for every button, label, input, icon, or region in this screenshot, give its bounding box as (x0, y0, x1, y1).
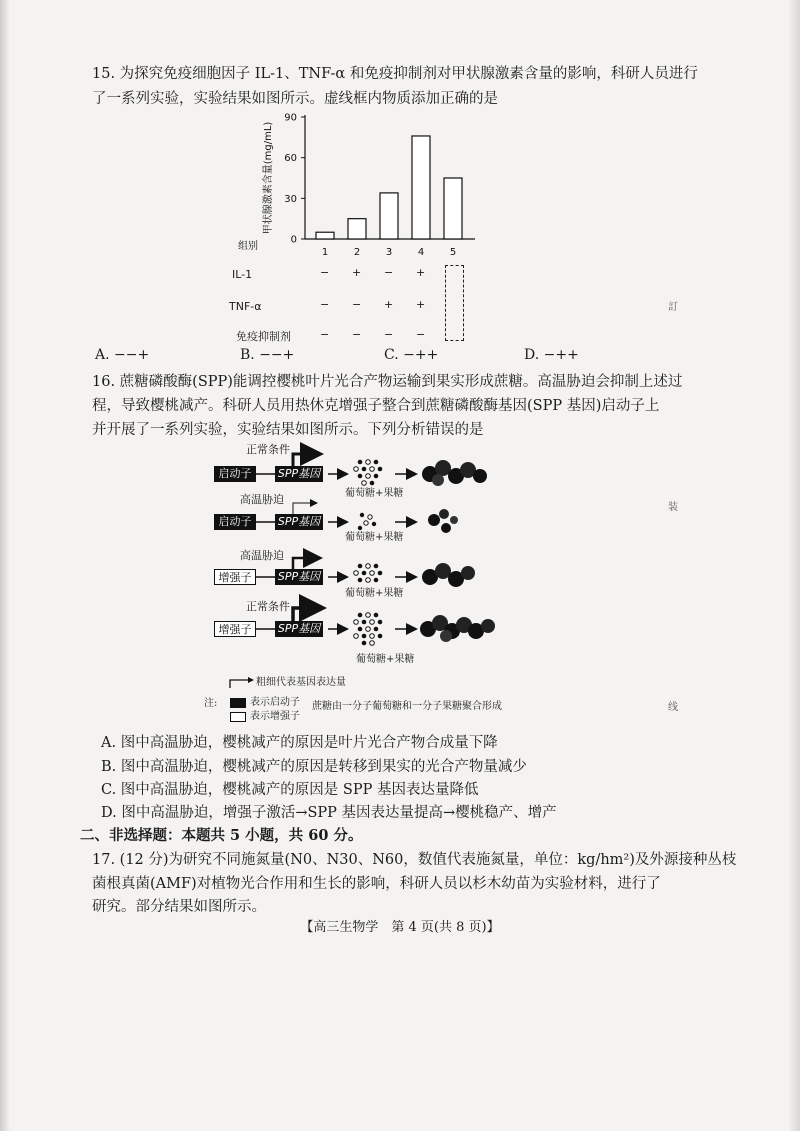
condition-label: 高温胁迫 (240, 493, 284, 506)
mark: + (352, 266, 362, 279)
sugar-dots (354, 460, 383, 486)
q16-stem-line1: 16. 蔗糖磷酸酶(SPP)能调控樱桃叶片光合产物运输到果实形成蔗糖。高温胁迫会抑制上述过 (92, 374, 683, 390)
q15-bar-chart (245, 108, 485, 258)
bar-group-2 (348, 219, 366, 239)
legend-enhancer-swatch (230, 712, 246, 722)
sucrose-chain-small (428, 509, 458, 533)
spp-gene-box: SPP基因 (275, 466, 323, 482)
bar-group-3 (380, 193, 398, 239)
y-tick-label: 0 (290, 234, 297, 246)
x-tick-label: 3 (385, 247, 393, 258)
legend-promoter-text: 表示启动子 (250, 697, 300, 708)
mark: − (352, 328, 362, 341)
q16-option-a: A. 图中高温胁迫，樱桃减产的原因是叶片光合产物合成量下降 (101, 735, 498, 751)
mark: − (352, 298, 362, 311)
mark: + (416, 266, 426, 279)
sugar-dots (358, 513, 376, 530)
section-heading: 二、非选择题：本题共 5 小题，共 60 分。 (80, 827, 363, 844)
y-tick-label: 90 (284, 112, 297, 124)
q16-option-b: B. 图中高温胁迫，樱桃减产的原因是转移到果实的光合产物量减少 (101, 759, 527, 775)
binding-margin-mark: 訂 (668, 302, 678, 313)
sugar-label: 葡萄糖+果糖 (345, 488, 404, 499)
q16-pathway-diagram (200, 440, 500, 680)
legend-arrow-text: 粗细代表基因表达量 (256, 677, 346, 688)
x-tick-label: 4 (417, 247, 425, 258)
mark: − (320, 266, 330, 279)
q17-stem-line1: 17. (12 分)为研究不同施氮量(N0、N30、N60，数值代表施氮量，单位：kg/hm²)及外源接种丛枝 (92, 852, 737, 868)
q16-option-d: D. 图中高温胁迫，增强子激活→SPP 基因表达量提高→樱桃稳产、增产 (101, 805, 557, 821)
group-label: 组别 (238, 241, 258, 252)
promoter-box: 启动子 (214, 514, 256, 530)
legend-arrow-icon (226, 676, 256, 690)
x-tick-label: 5 (449, 247, 457, 258)
q16-stem-line3: 并开展了一系列实验，实验结果如图所示。下列分析错误的是 (92, 422, 484, 438)
page-footer: 【高三生物学 第 4 页(共 8 页)】 (300, 920, 500, 935)
enhancer-box: 增强子 (214, 569, 256, 585)
mark: + (416, 298, 426, 311)
legend-enhancer-text: 表示增强子 (250, 711, 300, 722)
mark: − (320, 298, 330, 311)
q15-option-a: A. −−+ (95, 347, 150, 363)
sugar-label: 葡萄糖+果糖 (345, 588, 404, 599)
q15-option-c: C. −++ (384, 347, 439, 363)
q17-stem-line3: 研究。部分结果如图所示。 (92, 899, 266, 915)
mark: − (416, 328, 426, 341)
condition-label: 正常条件 (246, 600, 290, 613)
sucrose-chain-large (420, 615, 495, 642)
y-tick-label: 30 (284, 193, 297, 205)
legend-sucrose-text: 蔗糖由一分子葡萄糖和一分子果糖聚合形成 (312, 701, 502, 712)
row-label-tnf: TNF-α (229, 300, 262, 313)
mark: − (320, 328, 330, 341)
q15-stem-line2: 了一系列实验，实验结果如图所示。虚线框内物质添加正确的是 (92, 91, 498, 107)
q15-option-b: B. −−+ (240, 347, 295, 363)
binding-margin-mark: 装 (668, 502, 678, 513)
y-axis-title: 甲状腺激素含量(mg/mL) (263, 121, 274, 235)
legend-promoter-swatch (230, 698, 246, 708)
sugar-dots (354, 613, 383, 646)
binding-margin-mark: 线 (668, 702, 678, 713)
row-label-il1: IL-1 (232, 268, 253, 281)
mark: − (384, 328, 394, 341)
x-tick-label: 2 (353, 247, 361, 258)
mark: + (384, 298, 394, 311)
sucrose-chain (422, 460, 487, 486)
page-edge (788, 0, 800, 1131)
dashed-answer-box (445, 265, 464, 341)
condition-label: 高温胁迫 (240, 549, 284, 562)
row-label-inhibitor: 免疫抑制剂 (236, 330, 291, 343)
sugar-label: 葡萄糖+果糖 (345, 532, 404, 543)
bar-group-5 (444, 178, 462, 239)
bar-group-1 (316, 232, 334, 239)
q16-stem-line2: 程，导致樱桃减产。科研人员用热休克增强子整合到蔗糖磷酸酶基因(SPP 基因)启动子上 (92, 398, 660, 414)
q15-option-d: D. −++ (524, 347, 579, 363)
q16-option-c: C. 图中高温胁迫，樱桃减产的原因是 SPP 基因表达量降低 (101, 782, 479, 798)
y-tick-label: 60 (284, 153, 297, 165)
sugar-label: 葡萄糖+果糖 (356, 654, 415, 665)
sugar-dots (354, 564, 383, 583)
spp-gene-box: SPP基因 (275, 514, 323, 530)
spp-gene-box: SPP基因 (275, 569, 323, 585)
enhancer-box: 增强子 (214, 621, 256, 637)
promoter-box: 启动子 (214, 466, 256, 482)
sucrose-chain (422, 563, 475, 587)
condition-label: 正常条件 (246, 443, 290, 456)
x-tick-label: 1 (321, 247, 329, 258)
bar-group-4 (412, 136, 430, 239)
q17-stem-line2: 菌根真菌(AMF)对植物光合作用和生长的影响，科研人员以杉木幼苗为实验材料，进行了 (92, 876, 661, 892)
spp-gene-box: SPP基因 (275, 621, 323, 637)
legend-note: 注: (204, 698, 218, 709)
page-edge (0, 0, 10, 1131)
q15-stem-line1: 15. 为探究免疫细胞因子 IL-1、TNF-α 和免疫抑制剂对甲状腺激素含量的影响，科研人员进行 (92, 66, 698, 82)
mark: − (384, 266, 394, 279)
